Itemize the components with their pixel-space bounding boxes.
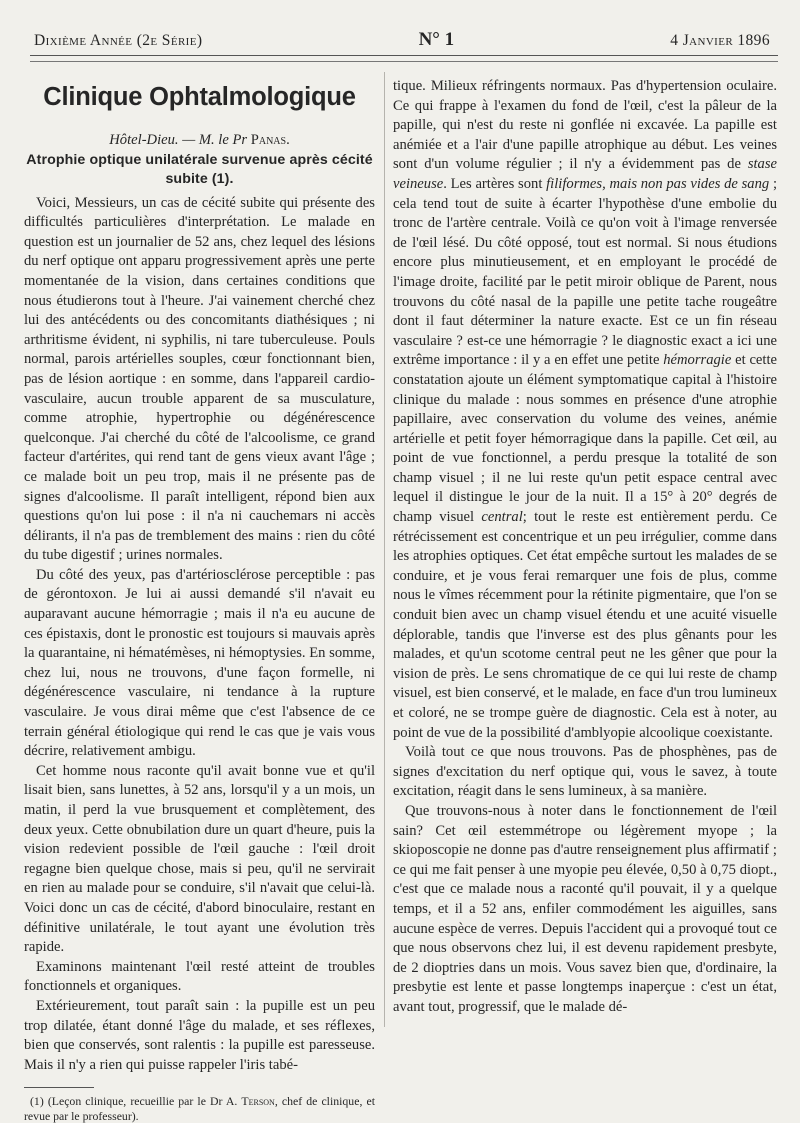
paragraph: Extérieurement, tout paraît sain : la pupille est un peu trop dilatée, étant donné l'âge du malade, et ses réflexes, bien que conservés, sont ralentis : la pupille est paresseuse. Mais il n'y a rien qui puisse rappeler l'iris tabé-	[24, 997, 375, 1073]
left-column	[24, 77, 375, 1123]
paragraph: Examinons maintenant l'œil resté atteint de troubles fonctionnels et organiques.	[24, 958, 375, 995]
column-divider	[384, 72, 385, 1027]
footnote-rule	[24, 1087, 94, 1088]
byline-professor: Panas.	[250, 132, 290, 148]
byline-place: Hôtel-Dieu.	[109, 132, 179, 148]
lecture-title: Atrophie optique unilatérale survenue après cécité subite (1).	[26, 151, 373, 188]
issue-number: N° 1	[418, 29, 455, 50]
text-run: tique. Milieux réfringents normaux. Pas d'hypertension oculaire. Ce qui frappe à l'examen du fond de l'œil, c'est la pâleur de la papille, qui n'est du reste ni gonflée ni excavée. La papille est anémiée et a l'air d'une papille atrophique au début. Les veines sont d'un volume régulier ; il n'y a évidemment pas de	[393, 78, 777, 173]
paragraph: Du côté des yeux, pas d'artériosclérose perceptible : pas de gérontoxon. Je lui ai aussi demandé s'il n'avait eu auparavant aucune hémorragie ; mais il n'a eu aucune de ces épistaxis, dont le pronostic est toujours si mauvais après la quarantaine, ni hématémèses, ni hémoptysies. En somme, chez lui, nous ne trouvons, d'une façon formelle, ni dégénérescence vasculaire, ni tendance à la rupture vasculaire. Je vous dirai même que c'est l'absence de ce terrain général étiologique qui rend le cas que je vais vous décrire, relativement ambigu.	[24, 566, 375, 760]
running-header	[34, 29, 770, 51]
header-rule-top	[30, 55, 778, 56]
italic-run: filiformes, mais non pas vides de sang	[546, 175, 770, 192]
text-run: et cette constatation ajoute un élément symptomatique capital à l'histoire clinique du malade : nous sommes en présence d'une atrophie papillaire, avec conservation du volume des veines, anémie artérielle et petit foyer hémorragique dans la papille. Cet œil, au point de vue fonctionnel, a perdu presque la totalité de son champ visuel ; il ne lui reste qu'un petit espace central avec lequel il distingue le jour de la nuit. Il a 15° à 20° degrés de champ visuel	[393, 352, 778, 526]
paragraph: Voilà tout ce que nous trouvons. Pas de phosphènes, pas de signes d'excitation du nerf optique qui, vous le savez, à toute excitation, réagit dans le sens lumineux, à sa manière.	[393, 744, 777, 800]
italic-run: central	[481, 509, 523, 526]
footnote-name: Terson	[241, 1094, 275, 1109]
footnote-text-end: , chef de clinique, et revue par le professeur).	[24, 1094, 375, 1123]
issue-date: 4 Janvier 1896	[670, 32, 770, 49]
byline-sep: — M. le Pr	[178, 132, 251, 148]
paragraph: Que trouvons-nous à noter dans le fonctionnement de l'œil sain? Cet œil estemmétrope ou légèrement myope ; la skioposcopie ne donne pas d'autre renseignement plus affirmatif ; ce qui me fait penser à une myopie peu élevée, 0,50 à 0,75 diopt., c'est que ce malade nous a raconté qu'il pouvait, il y a quelque temps, et il a 52 ans, enfiler commodément les aiguilles, sans aucune espèce de verres. Depuis l'accident qui a provoqué tout ce que nous observons chez lui, il est devenu rapidement presbyte, de 2 dioptries dans un mois. Vous savez bien que, d'ordinaire, la presbytie est lente et passe longtemps inaperçue : c'est un état, avant tout, progressif, que le malade dé-	[393, 802, 777, 1015]
footnote-text: (1) (Leçon clinique, recueillie par le Dr A.	[30, 1094, 242, 1109]
text-run: ; tout le reste est entièrement perdu. Ce rétrécissement est concentrique et un peu irrégulier, comme dans les atrophies optiques. Cet état empêche surtout les malades de se conduire, et je vous ferai remarquer une fois de plus, comme nous le vîmes récemment pour la rétinite pigmentaire, que l'on se conduit bien avec un champ visuel étendu et une acuité visuelle déplorable, tandis que l'inverse est des plus gênants pour les malades, et qu'un scotome central peut ne les gêner que pour la vision de près. Le sens chromatique de ce qui lui reste de champ visuel, est bien conservé, et le malade, en face d'un trou lumineux et coloré, ne se trompe guère de diagnostic. Cela est à noter, au point de vue de la possibilité d'amblyopie alcoolique coexistante.	[393, 509, 777, 741]
byline	[24, 131, 375, 151]
italic-run: hémorragie	[663, 352, 732, 369]
volume-label: Dixième Année (2e Série)	[34, 32, 203, 49]
text-run: . Les artères sont	[443, 175, 547, 192]
header-rule-bottom	[30, 61, 778, 62]
text-run: ; cela tend tout de suite à écarter l'hypothèse d'une embolie du tronc de l'artère centrale. Voilà ce qu'on voit à l'image renversée de l'œil lésé. Du côté opposé, tout est normal. Si nous étudions encore plus minutieusement, et en employant le procédé de l'image droite, facilité par le petit miroir oblique de Parent, nous trouvons du côté nasal de la papille une petite tache rougeâtre dont il faut déterminer la nature exacte. Est ce un fin réseau vasculaire ? est-ce une hémorragie ? le diagnostic exact a ici une extrême importance : il y a en effet une petite	[393, 175, 777, 369]
section-title: Clinique Ophtalmologique	[43, 83, 356, 111]
paragraph	[393, 77, 777, 743]
italic-run: stase veineuse	[393, 156, 777, 192]
paragraph: Voici, Messieurs, un cas de cécité subite qui présente des difficultés particulières d'interprétation. Le malade en question est un journalier de 52 ans, chez lequel des lésions du nerf optique ont apparu progressivement après une perte momentanée de la vision, dans certaines conditions que nous étudierons tout à l'heure. J'ai vainement cherché chez lui des antécédents ou des concomitants diathésiques ; ni arthritisme évident, ni syphilis, ni tare tuberculeuse. Pouls normal, parois artérielles souples, cœur fonctionnant bien, pas de lésion aortique : en somme, dans l'appareil cardio-vasculaire, aucun trouble apparent de sa musculature, comme atrophie, hypertrophie ou dégénérescence quelconque. J'ai cherché du côté de l'alcoolisme, ce grand facteur d'artérites, qui rend tant de gens vieux avant l'âge ; ce malade boit un peu trop, mais il ne présente pas de signes d'alcoolisme. Il paraît intelligent, répond bien aux questions qu'on lui pose : il n'a ni cauchemars ni accès délirants, il n'a pas de tremblement des mains : rien du côté du tube digestif ; urines normales.	[24, 194, 375, 564]
right-column	[393, 77, 777, 1018]
paragraph: Cet homme nous raconte qu'il avait bonne vue et qu'il lisait bien, sans lunettes, à 52 ans, lorsqu'il y a un mois, un matin, il perd la vue brusquement et complètement, des deux yeux. Cette obnubilation dure un quart d'heure, puis la vision redevient possible de l'œil gauche : l'œil droit regagne bien quelque chose, mais si peu, qu'il ne servirait en rien au malade pour se conduire, s'il n'avait que celui-là. Voici donc un cas de cécité, d'abord binoculaire, restant en définitive unilatérale, le tout ayant une évolution très rapide.	[24, 762, 375, 956]
footnote	[24, 1094, 375, 1123]
